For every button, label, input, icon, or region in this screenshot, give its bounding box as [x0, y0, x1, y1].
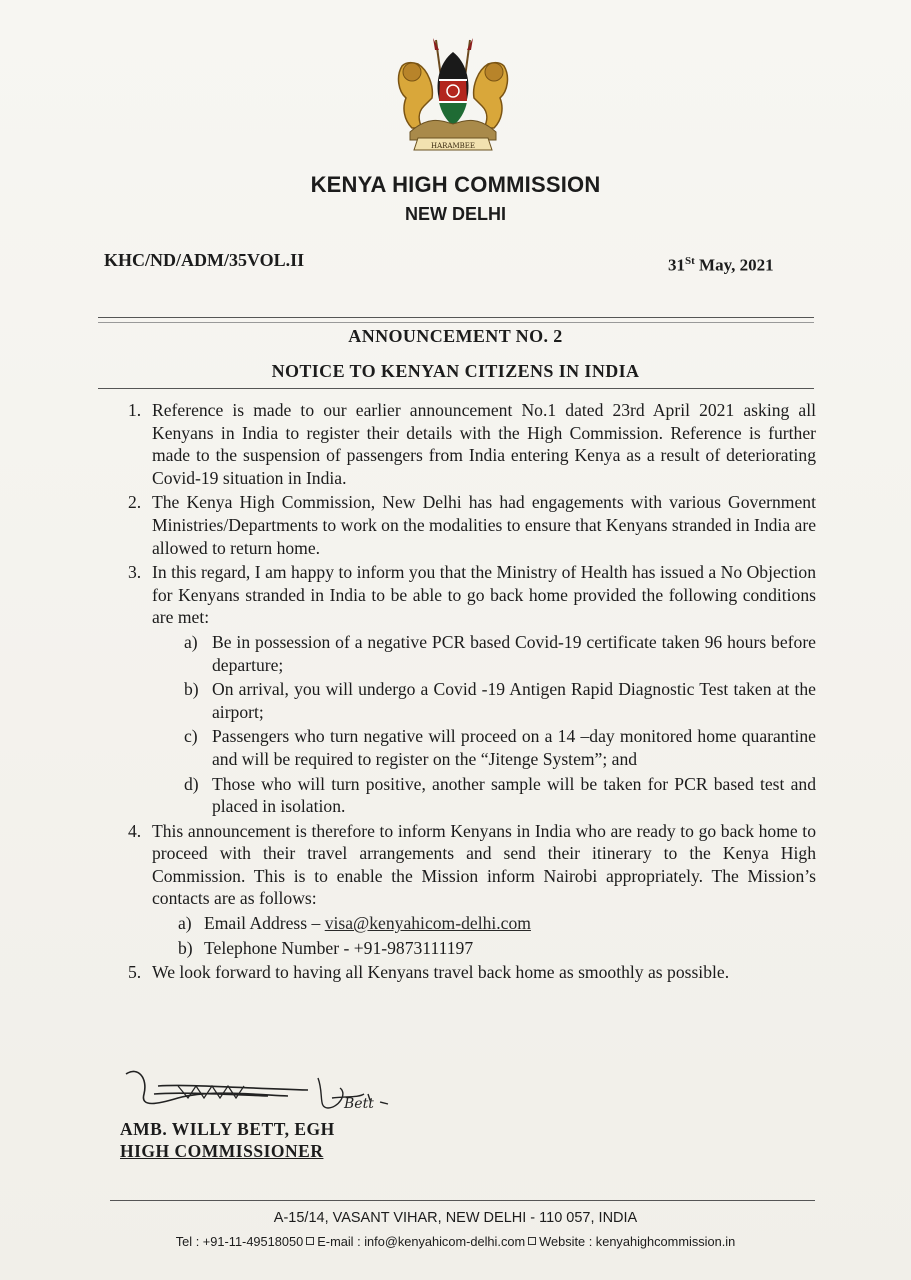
- signatory-block: [120, 1118, 335, 1162]
- condition-item: [104, 725, 816, 770]
- date-suffix: St: [685, 255, 695, 267]
- contact-item: [104, 937, 816, 960]
- footer-divider: [110, 1200, 815, 1201]
- contact-item: [104, 912, 816, 935]
- divider: [98, 317, 814, 318]
- footer-email: E-mail : info@kenyahicom-delhi.com: [317, 1234, 526, 1249]
- letter-date: [668, 255, 774, 276]
- page-title: KENYA HIGH COMMISSION: [310, 172, 601, 197]
- condition-letter: c): [184, 726, 198, 747]
- footer-website: Website : kenyahighcommission.in: [539, 1234, 736, 1249]
- condition-item: [104, 678, 816, 723]
- list-item: [104, 399, 816, 489]
- contact-letter: a): [178, 913, 192, 934]
- contact-letter: b): [178, 937, 193, 958]
- list-item: [104, 491, 816, 559]
- bullet-box-icon: [528, 1237, 536, 1245]
- item-text: In this regard, I am happy to inform you that the Ministry of Health has issued a No Objection for Kenyans stranded in India to be able to go back home provided the following conditions are met:: [152, 562, 816, 628]
- signature-text: Bett: [344, 1096, 374, 1112]
- condition-letter: b): [184, 679, 199, 700]
- contact-label: Email Address –: [204, 913, 325, 934]
- item-text: The Kenya High Commission, New Delhi has had engagements with various Government Ministries/Departments to work on the modalities to ensure that Kenyans stranded in India are allowed to return home.: [152, 492, 817, 558]
- item-number: 1.: [128, 400, 142, 420]
- item-number: 4.: [128, 820, 142, 841]
- footer-tel: Tel : +91-11-49518050: [175, 1234, 304, 1249]
- condition-text: Those who will turn positive, another sample will be taken for PCR based test and placed in isolation.: [212, 773, 816, 817]
- footer-contacts: [0, 1234, 911, 1249]
- footer-address: A-15/14, VASANT VIHAR, NEW DELHI - 110 057, INDIA: [273, 1210, 638, 1226]
- letter-body: [104, 399, 816, 986]
- page-subtitle: NEW DELHI: [405, 204, 506, 224]
- email-link[interactable]: visa@kenyahicom-delhi.com: [324, 913, 531, 934]
- signatory-name: AMB. WILLY BETT, EGH: [120, 1119, 335, 1139]
- condition-letter: d): [184, 773, 199, 794]
- item-text: Reference is made to our earlier announcement No.1 dated 23rd April 2021 asking all Kenyans in India to register their details with the High Commission. Reference is further made to the suspension of passengers from India entering Kenya as a result of deteriorating Covid-19 situation in India.: [152, 400, 816, 488]
- item-number: 3.: [128, 562, 142, 583]
- divider: [98, 322, 814, 323]
- handwritten-signature: [118, 1064, 418, 1124]
- condition-text: Be in possession of a negative PCR based Covid-19 certificate taken 96 hours before departure;: [212, 631, 816, 675]
- condition-letter: a): [184, 631, 198, 652]
- condition-text: Passengers who turn negative will proceed on a 14 –day monitored home quarantine and will be required to register on the “Jitenge System”; and: [212, 726, 816, 769]
- bullet-box-icon: [306, 1237, 314, 1245]
- kenya-coat-of-arms-icon: [388, 36, 518, 154]
- condition-text: On arrival, you will undergo a Covid -19 Antigen Rapid Diagnostic Test taken at the airport;: [212, 679, 816, 722]
- announcement-number: ANNOUNCEMENT NO. 2: [348, 326, 563, 346]
- list-item: [104, 820, 816, 910]
- date-day: 31: [668, 255, 685, 275]
- list-item: [104, 961, 816, 984]
- announcement-subject: NOTICE TO KENYAN CITIZENS IN INDIA: [271, 361, 640, 381]
- item-number: 2.: [128, 492, 142, 513]
- item-text: We look forward to having all Kenyans travel back home as smoothly as possible.: [152, 962, 730, 983]
- date-rest: May, 2021: [694, 255, 774, 275]
- telephone-number: +91-9873111197: [353, 937, 474, 958]
- item-number: 5.: [128, 962, 142, 983]
- contact-label: Telephone Number -: [204, 937, 354, 958]
- item-text: This announcement is therefore to inform Kenyans in India who are ready to go back home to proceed with their travel arrangements and send their itinerary to the Kenya High Commission. This is to enable the Mission inform Nairobi appropriately. The Mission’s contacts are as follows:: [152, 820, 816, 909]
- crest-motto: HARAMBEE: [430, 142, 476, 150]
- list-item: [104, 561, 816, 629]
- condition-item: [104, 773, 816, 818]
- condition-item: [104, 631, 816, 676]
- reference-number: KHC/ND/ADM/35VOL.II: [104, 250, 305, 270]
- signatory-title: HIGH COMMISSIONER: [120, 1141, 324, 1161]
- divider: [98, 388, 814, 389]
